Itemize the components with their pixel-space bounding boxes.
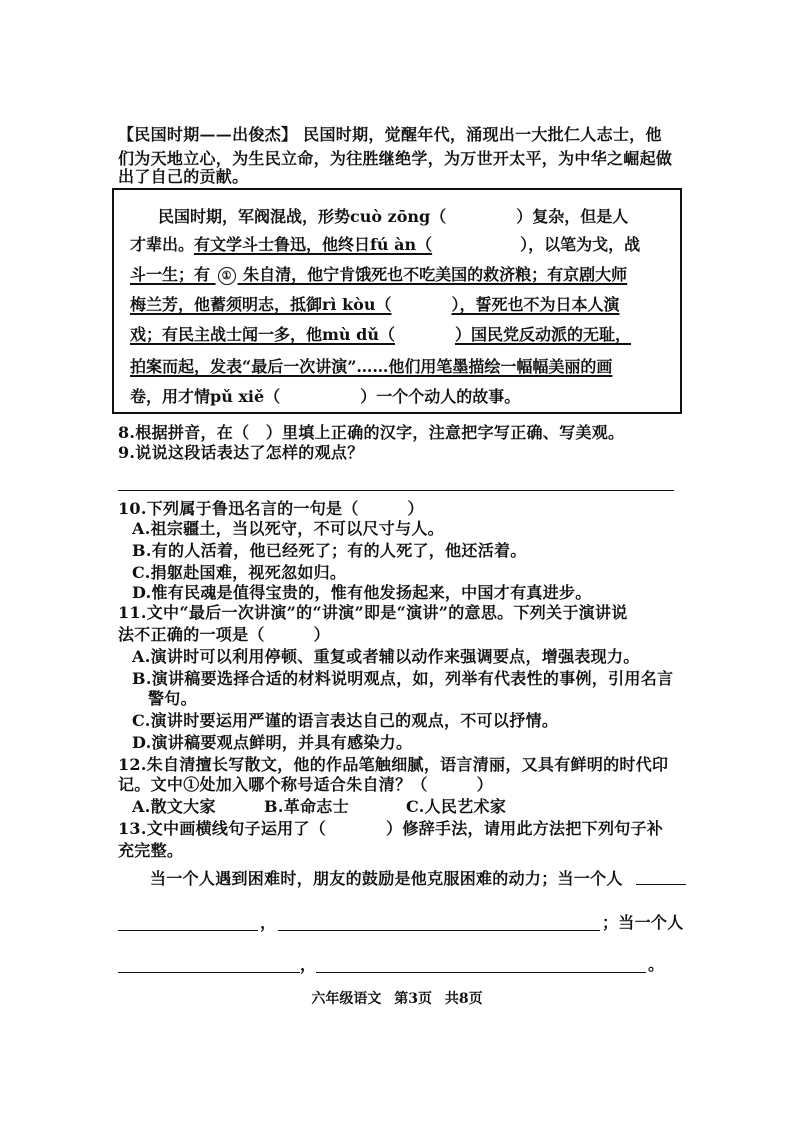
passage-line-1: 民国时期，军阀混战，形势cuò zōng（ ）复杂，但是人 (158, 207, 629, 226)
question-12-line-2: 记。文中①处加入哪个称号适合朱自清？（ ） (118, 775, 493, 794)
question-10: 10.下列属于鲁迅名言的一句是（ ） (118, 499, 424, 518)
q13-comma-2: ， (300, 955, 317, 974)
q10-option-d: D.惟有民魂是值得宝贵的，惟有他发扬起来，中国才有真进步。 (132, 583, 592, 602)
passage-line-4: 梅兰芳，他蓄须明志，抵御rì kòu（ ），誓死也不为日本人演 (130, 295, 620, 314)
question-9: 9.说说这段话表达了怎样的观点？ (118, 443, 364, 462)
q13-period: 。 (648, 955, 665, 974)
question-8: 8.根据拼音，在（ ）里填上正确的汉字，注意把字写正确、写美观。 (118, 423, 625, 442)
question-13-line-1: 13.文中画横线句子运用了（ ）修辞手法，请用此方法把下列句子补 (118, 819, 664, 838)
passage-line-7: 卷，用才情pǔ xiě（ ）一个个动人的故事。 (130, 387, 521, 406)
q11-option-a: A.演讲时可以利用停顿、重复或者辅以动作来强调要点，增强表现力。 (132, 647, 640, 666)
passage-box (112, 188, 682, 414)
q11-option-b-line-2: 警句。 (148, 689, 197, 708)
passage-line-3: 斗一生；有 ① 朱自清，他宁肯饿死也不吃美国的救济粮；有京剧大师 (130, 265, 628, 284)
question-13-line-2: 充完整。 (118, 841, 184, 860)
answer-line-q9[interactable] (118, 490, 674, 491)
q13-blank-1[interactable] (636, 884, 686, 885)
page-footer (0, 988, 794, 1008)
q13-blank-5[interactable] (316, 972, 646, 973)
question-11-line-2: 法不正确的一项是（ ） (118, 625, 330, 644)
question-11-line-1: 11.文中“最后一次讲演”的“讲演”即是“演讲”的意思。下列关于演讲说 (118, 603, 628, 622)
q13-blank-2[interactable] (118, 930, 258, 931)
intro-line-3: 出了自己的贡献。 (118, 167, 249, 186)
q10-option-a: A.祖宗疆土，当以死守，不可以尺寸与人。 (132, 519, 444, 538)
passage-line-6: 拍案而起，发表“最后一次讲演”……他们用笔墨描绘一幅幅美丽的画 (130, 357, 613, 376)
q12-option-a: A.散文大家 (132, 797, 216, 816)
footer-page: 第3页 (394, 991, 432, 1007)
passage-line-5: 戏；有民主战士闻一多，他mù dǔ（ ）国民党反动派的无耻， (130, 325, 631, 344)
q10-option-c: C.捐躯赴国难，视死忽如归。 (132, 563, 347, 582)
question-12-line-1: 12.朱自清擅长写散文，他的作品笔触细腻，语言清丽，又具有鲜明的时代印 (118, 755, 669, 774)
q12-option-b: B.革命志士 (264, 797, 349, 816)
q11-option-d: D.演讲稿要观点鲜明，并具有感染力。 (132, 733, 413, 752)
footer-total: 共8页 (444, 991, 483, 1007)
q13-semicolon: ；当一个人 (602, 913, 684, 932)
passage-line-2: 才辈出。有文学斗士鲁迅，他终日fú àn（ ），以笔为戈，战 (130, 235, 641, 254)
q13-blank-4[interactable] (118, 972, 300, 973)
q10-option-b: B.有的人活着，他已经死了；有的人死了，他还活着。 (132, 541, 527, 560)
q12-option-c: C.人民艺术家 (406, 797, 507, 816)
circled-number-1: ① (218, 267, 236, 285)
q13-blank-3[interactable] (278, 930, 600, 931)
q11-option-b-line-1: B.演讲稿要选择合适的材料说明观点，如，列举有代表性的事例，引用名言 (132, 669, 674, 688)
q13-sentence: 当一个人遇到困难时，朋友的鼓励是他克服困难的动力；当一个人 (150, 869, 623, 888)
q13-comma-1: ， (260, 913, 277, 932)
intro-line-2: 们为天地立心，为生民立命，为往胜继绝学，为万世开太平，为中华之崛起做 (118, 149, 673, 168)
footer-subject: 六年级语文 (311, 991, 382, 1007)
intro-line-1: 【民国时期——出俊杰】 民国时期，觉醒年代，涌现出一大批仁人志士，他 (118, 125, 662, 144)
q11-option-c: C.演讲时要运用严谨的语言表达自己的观点，不可以抒情。 (132, 711, 559, 730)
